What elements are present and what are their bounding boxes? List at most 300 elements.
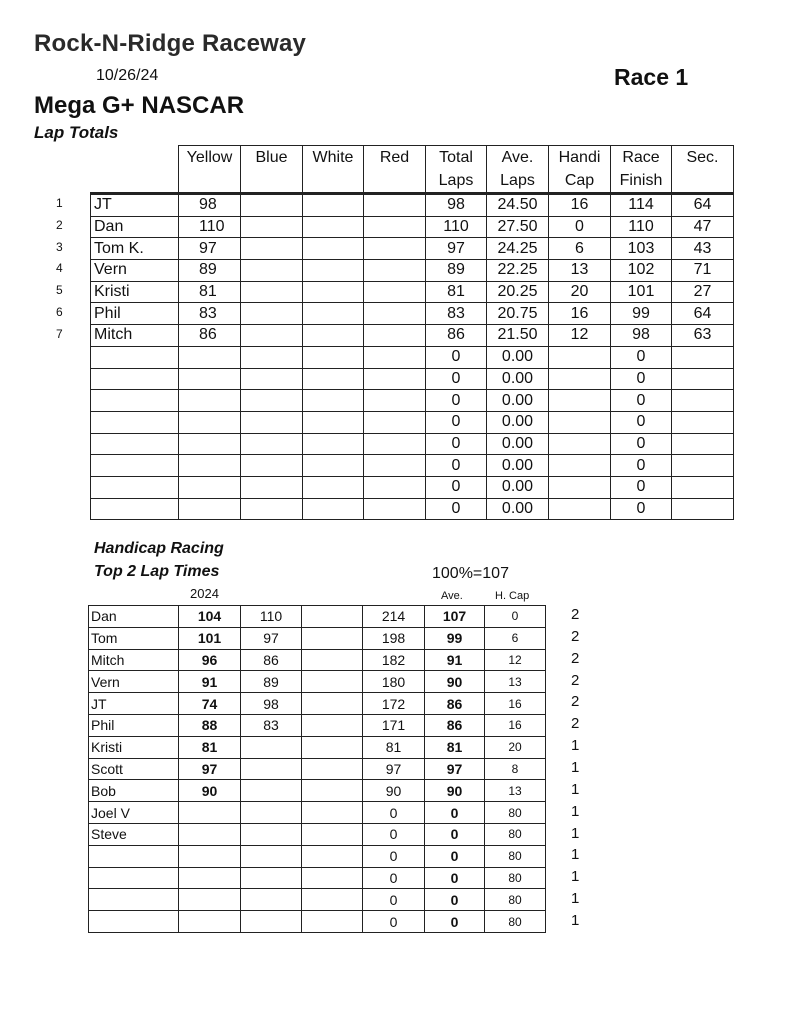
table-row — [91, 194, 734, 217]
race-finish-cell: 0 — [611, 476, 672, 498]
second-lap-cell — [241, 867, 302, 889]
blank-cell — [302, 889, 363, 911]
driver-name-cell: Dan — [91, 216, 179, 238]
best-lap-cell: 104 — [179, 606, 241, 628]
total-laps-cell: 0 — [426, 498, 487, 520]
yellow-laps-cell: 86 — [179, 325, 241, 347]
table-row — [89, 780, 546, 802]
handicap-percent-note: 100%=107 — [432, 565, 509, 582]
race-count: 1 — [571, 780, 580, 798]
table-row — [91, 498, 734, 520]
driver-name-cell: JT — [91, 194, 179, 217]
sections-cell — [672, 433, 734, 455]
white-laps-cell — [303, 455, 364, 477]
yellow-laps-cell — [179, 476, 241, 498]
second-lap-cell: 83 — [241, 714, 302, 736]
column-header-line2: Finish — [619, 172, 663, 189]
top2-total-cell: 0 — [363, 845, 425, 867]
total-laps-cell: 98 — [426, 194, 487, 217]
column-header-line2: Laps — [438, 172, 474, 189]
blank-cell — [302, 758, 363, 780]
blue-laps-cell — [241, 390, 303, 412]
handicap-hcap-label: H. Cap — [495, 590, 530, 602]
table-row — [91, 303, 734, 325]
red-laps-cell — [364, 368, 426, 390]
race-finish-cell: 0 — [611, 368, 672, 390]
handicap-cell: 16 — [549, 303, 611, 325]
driver-name-cell — [91, 476, 179, 498]
blue-laps-cell — [241, 455, 303, 477]
driver-name-cell: Tom K. — [91, 238, 179, 260]
race-count: 1 — [571, 737, 580, 755]
driver-name-cell: Joel V — [89, 802, 179, 824]
handicap-cell: 80 — [485, 867, 546, 889]
total-laps-cell: 0 — [426, 411, 487, 433]
top2-total-cell: 180 — [363, 671, 425, 693]
blank-cell — [302, 649, 363, 671]
race-count: 1 — [571, 758, 580, 776]
table-row — [89, 714, 546, 736]
driver-name-cell: Vern — [89, 671, 179, 693]
red-laps-cell — [364, 260, 426, 282]
red-laps-cell — [364, 346, 426, 368]
best-lap-cell: 81 — [179, 736, 241, 758]
average-laps-cell: 0.00 — [487, 498, 549, 520]
sections-cell: 71 — [672, 260, 734, 282]
blue-laps-cell — [241, 411, 303, 433]
race-finish-cell: 0 — [611, 498, 672, 520]
blue-laps-cell — [241, 476, 303, 498]
average-cell: 107 — [425, 606, 485, 628]
driver-name-cell: Bob — [89, 780, 179, 802]
table-row — [89, 671, 546, 693]
best-lap-cell — [179, 845, 241, 867]
table-row — [91, 476, 734, 498]
red-laps-cell — [364, 433, 426, 455]
red-laps-cell — [364, 476, 426, 498]
driver-name-cell — [91, 368, 179, 390]
sections-cell: 63 — [672, 325, 734, 347]
table-row — [89, 802, 546, 824]
best-lap-cell: 101 — [179, 627, 241, 649]
red-laps-cell — [364, 325, 426, 347]
column-header — [672, 146, 734, 194]
average-laps-cell: 24.25 — [487, 238, 549, 260]
yellow-laps-cell: 83 — [179, 303, 241, 325]
driver-name-cell — [91, 346, 179, 368]
yellow-laps-cell: 110 — [179, 216, 241, 238]
blue-laps-cell — [241, 216, 303, 238]
second-lap-cell: 89 — [241, 671, 302, 693]
white-laps-cell — [303, 476, 364, 498]
position-number: 7 — [56, 326, 63, 341]
white-laps-cell — [303, 281, 364, 303]
blue-laps-cell — [241, 498, 303, 520]
race-date: 10/26/24 — [96, 67, 159, 84]
table-row — [91, 368, 734, 390]
total-laps-cell: 0 — [426, 368, 487, 390]
average-laps-cell: 0.00 — [487, 455, 549, 477]
table-row — [89, 911, 546, 933]
blank-cell — [302, 671, 363, 693]
column-header-line1: Sec. — [686, 149, 719, 166]
average-laps-cell: 22.25 — [487, 260, 549, 282]
red-laps-cell — [364, 411, 426, 433]
table-row — [89, 627, 546, 649]
top2-total-cell: 214 — [363, 606, 425, 628]
red-laps-cell — [364, 194, 426, 217]
white-laps-cell — [303, 260, 364, 282]
driver-name-cell: Phil — [91, 303, 179, 325]
race-finish-cell: 0 — [611, 346, 672, 368]
second-lap-cell — [241, 845, 302, 867]
total-laps-cell: 0 — [426, 433, 487, 455]
blank-cell — [302, 802, 363, 824]
race-count: 2 — [571, 671, 580, 689]
red-laps-cell — [364, 498, 426, 520]
sections-cell: 27 — [672, 281, 734, 303]
handicap-cell: 8 — [485, 758, 546, 780]
average-cell: 90 — [425, 671, 485, 693]
table-row — [89, 889, 546, 911]
blue-laps-cell — [241, 368, 303, 390]
handicap-cell: 80 — [485, 823, 546, 845]
sections-cell — [672, 498, 734, 520]
driver-name-cell: Mitch — [89, 649, 179, 671]
position-number: 2 — [56, 217, 63, 232]
yellow-laps-cell: 97 — [179, 238, 241, 260]
table-row — [91, 411, 734, 433]
average-cell: 0 — [425, 889, 485, 911]
handicap-cell: 20 — [485, 736, 546, 758]
venue-title: Rock-N-Ridge Raceway — [34, 30, 307, 57]
blue-laps-cell — [241, 281, 303, 303]
blank-cell — [302, 780, 363, 802]
average-laps-cell: 0.00 — [487, 346, 549, 368]
handicap-ave-label: Ave. — [441, 590, 463, 602]
race-count: 1 — [571, 911, 580, 929]
column-header — [179, 146, 241, 194]
blue-laps-cell — [241, 303, 303, 325]
top2-total-cell: 81 — [363, 736, 425, 758]
handicap-cell — [549, 368, 611, 390]
blank-cell — [302, 823, 363, 845]
blank-cell — [302, 736, 363, 758]
handicap-cell — [549, 411, 611, 433]
table-row — [89, 845, 546, 867]
header-corner — [91, 146, 179, 194]
table-row — [91, 455, 734, 477]
column-header — [426, 146, 487, 194]
column-header — [487, 146, 549, 194]
race-finish-cell: 0 — [611, 433, 672, 455]
white-laps-cell — [303, 498, 364, 520]
total-laps-cell: 110 — [426, 216, 487, 238]
best-lap-cell: 88 — [179, 714, 241, 736]
white-laps-cell — [303, 390, 364, 412]
white-laps-cell — [303, 303, 364, 325]
race-number: Race 1 — [614, 64, 689, 90]
top2-total-cell: 0 — [363, 889, 425, 911]
best-lap-cell: 74 — [179, 693, 241, 715]
handicap-cell: 16 — [549, 194, 611, 217]
sections-cell: 43 — [672, 238, 734, 260]
yellow-laps-cell — [179, 411, 241, 433]
driver-name-cell — [89, 889, 179, 911]
driver-name-cell — [89, 845, 179, 867]
sections-cell: 64 — [672, 303, 734, 325]
sections-cell — [672, 455, 734, 477]
second-lap-cell: 86 — [241, 649, 302, 671]
handicap-cell: 80 — [485, 889, 546, 911]
column-header-line1: Total — [439, 149, 473, 166]
table-row — [89, 649, 546, 671]
red-laps-cell — [364, 455, 426, 477]
handicap-cell: 80 — [485, 911, 546, 933]
table-row — [91, 325, 734, 347]
lap-totals-table — [90, 145, 734, 520]
position-number: 6 — [56, 305, 63, 319]
column-header-line1: Blue — [255, 149, 288, 166]
top2-total-cell: 90 — [363, 780, 425, 802]
total-laps-cell: 83 — [426, 303, 487, 325]
average-cell: 86 — [425, 693, 485, 715]
average-cell: 91 — [425, 649, 485, 671]
event-title: Mega G+ NASCAR — [34, 92, 245, 119]
handicap-cell: 80 — [485, 802, 546, 824]
race-finish-cell: 0 — [611, 390, 672, 412]
driver-name-cell — [91, 433, 179, 455]
yellow-laps-cell — [179, 368, 241, 390]
second-lap-cell — [241, 780, 302, 802]
handicap-cell: 6 — [549, 238, 611, 260]
average-laps-cell: 24.50 — [487, 194, 549, 217]
driver-name-cell — [89, 867, 179, 889]
total-laps-cell: 86 — [426, 325, 487, 347]
average-laps-cell: 0.00 — [487, 368, 549, 390]
second-lap-cell — [241, 823, 302, 845]
average-cell: 90 — [425, 780, 485, 802]
average-cell: 81 — [425, 736, 485, 758]
average-laps-cell: 27.50 — [487, 216, 549, 238]
second-lap-cell: 98 — [241, 693, 302, 715]
second-lap-cell — [241, 889, 302, 911]
race-finish-cell: 103 — [611, 238, 672, 260]
race-finish-cell: 0 — [611, 411, 672, 433]
yellow-laps-cell — [179, 455, 241, 477]
table-row — [89, 736, 546, 758]
total-laps-cell: 89 — [426, 260, 487, 282]
handicap-cell — [549, 346, 611, 368]
red-laps-cell — [364, 216, 426, 238]
handicap-table — [88, 605, 546, 933]
top2-total-cell: 172 — [363, 693, 425, 715]
handicap-subtitle: Top 2 Lap Times — [94, 563, 220, 580]
table-row — [91, 216, 734, 238]
blank-cell — [302, 627, 363, 649]
white-laps-cell — [303, 216, 364, 238]
red-laps-cell — [364, 238, 426, 260]
handicap-cell: 16 — [485, 714, 546, 736]
race-finish-cell: 114 — [611, 194, 672, 217]
top2-total-cell: 0 — [363, 911, 425, 933]
second-lap-cell — [241, 758, 302, 780]
average-cell: 86 — [425, 714, 485, 736]
race-finish-cell: 102 — [611, 260, 672, 282]
white-laps-cell — [303, 433, 364, 455]
handicap-cell — [549, 433, 611, 455]
blank-cell — [302, 911, 363, 933]
race-count: 1 — [571, 802, 580, 820]
top2-total-cell: 97 — [363, 758, 425, 780]
yellow-laps-cell: 98 — [179, 194, 241, 217]
race-finish-cell: 0 — [611, 455, 672, 477]
driver-name-cell: JT — [89, 693, 179, 715]
average-cell: 0 — [425, 911, 485, 933]
driver-name-cell — [89, 911, 179, 933]
table-row — [91, 281, 734, 303]
best-lap-cell — [179, 911, 241, 933]
blank-cell — [302, 867, 363, 889]
handicap-cell: 6 — [485, 627, 546, 649]
red-laps-cell — [364, 390, 426, 412]
race-count: 2 — [571, 627, 580, 645]
table-row — [89, 823, 546, 845]
sections-cell — [672, 390, 734, 412]
white-laps-cell — [303, 325, 364, 347]
yellow-laps-cell — [179, 346, 241, 368]
sections-cell — [672, 476, 734, 498]
white-laps-cell — [303, 411, 364, 433]
table-row — [91, 346, 734, 368]
lap-table-header — [91, 146, 734, 194]
average-laps-cell: 0.00 — [487, 390, 549, 412]
driver-name-cell — [91, 498, 179, 520]
position-number: 1 — [56, 196, 63, 210]
handicap-title: Handicap Racing — [94, 540, 224, 557]
white-laps-cell — [303, 238, 364, 260]
blue-laps-cell — [241, 260, 303, 282]
average-cell: 97 — [425, 758, 485, 780]
column-header-line1: Ave. — [501, 149, 534, 166]
column-header — [549, 146, 611, 194]
second-lap-cell: 110 — [241, 606, 302, 628]
driver-name-cell — [91, 455, 179, 477]
position-number: 5 — [56, 283, 63, 298]
handicap-cell: 0 — [549, 216, 611, 238]
handicap-cell: 13 — [549, 260, 611, 282]
column-header-line2: Cap — [564, 172, 595, 189]
race-count: 2 — [571, 693, 580, 711]
second-lap-cell: 97 — [241, 627, 302, 649]
column-header-line1: White — [312, 149, 354, 166]
blank-cell — [302, 693, 363, 715]
average-cell: 0 — [425, 823, 485, 845]
handicap-cell — [549, 390, 611, 412]
top2-total-cell: 198 — [363, 627, 425, 649]
driver-name-cell: Steve — [89, 823, 179, 845]
driver-name-cell — [91, 411, 179, 433]
total-laps-cell: 0 — [426, 476, 487, 498]
average-laps-cell: 0.00 — [487, 433, 549, 455]
blue-laps-cell — [241, 433, 303, 455]
table-row — [91, 433, 734, 455]
position-number: 3 — [56, 239, 63, 254]
race-count: 1 — [571, 868, 580, 886]
column-header-line1: Red — [379, 149, 410, 166]
blank-cell — [302, 714, 363, 736]
column-header — [364, 146, 426, 194]
best-lap-cell — [179, 889, 241, 911]
total-laps-cell: 0 — [426, 390, 487, 412]
handicap-cell: 16 — [485, 693, 546, 715]
driver-name-cell: Dan — [89, 606, 179, 628]
driver-name-cell: Scott — [89, 758, 179, 780]
race-finish-cell: 99 — [611, 303, 672, 325]
table-row — [91, 260, 734, 282]
top2-total-cell: 0 — [363, 802, 425, 824]
race-count: 1 — [571, 824, 580, 842]
sections-cell: 64 — [672, 194, 734, 217]
blank-cell — [302, 606, 363, 628]
sections-cell — [672, 411, 734, 433]
handicap-cell — [549, 455, 611, 477]
table-row — [91, 238, 734, 260]
sections-cell: 47 — [672, 216, 734, 238]
blank-cell — [302, 845, 363, 867]
race-count: 1 — [571, 890, 580, 908]
best-lap-cell — [179, 802, 241, 824]
handicap-cell: 13 — [485, 671, 546, 693]
driver-name-cell: Vern — [91, 260, 179, 282]
average-cell: 0 — [425, 845, 485, 867]
handicap-cell: 13 — [485, 780, 546, 802]
column-header — [303, 146, 364, 194]
best-lap-cell: 90 — [179, 780, 241, 802]
driver-name-cell: Tom — [89, 627, 179, 649]
table-row — [89, 867, 546, 889]
column-header-line2: Laps — [500, 172, 535, 189]
yellow-laps-cell — [179, 498, 241, 520]
column-header-line1: Handi — [558, 149, 601, 166]
handicap-year-label: 2024 — [190, 586, 219, 601]
handicap-cell — [549, 476, 611, 498]
column-header — [241, 146, 303, 194]
average-cell: 99 — [425, 627, 485, 649]
blue-laps-cell — [241, 238, 303, 260]
top2-total-cell: 0 — [363, 823, 425, 845]
top2-total-cell: 171 — [363, 714, 425, 736]
table-row — [91, 390, 734, 412]
total-laps-cell: 0 — [426, 346, 487, 368]
race-count: 2 — [571, 715, 580, 733]
total-laps-cell: 0 — [426, 455, 487, 477]
race-finish-cell: 101 — [611, 281, 672, 303]
handicap-cell: 0 — [485, 606, 546, 628]
blue-laps-cell — [241, 194, 303, 217]
white-laps-cell — [303, 194, 364, 217]
total-laps-cell: 97 — [426, 238, 487, 260]
yellow-laps-cell: 89 — [179, 260, 241, 282]
average-cell: 0 — [425, 867, 485, 889]
blue-laps-cell — [241, 325, 303, 347]
race-finish-cell: 110 — [611, 216, 672, 238]
driver-name-cell: Kristi — [91, 281, 179, 303]
top2-total-cell: 0 — [363, 867, 425, 889]
best-lap-cell — [179, 823, 241, 845]
race-finish-cell: 98 — [611, 325, 672, 347]
yellow-laps-cell — [179, 433, 241, 455]
